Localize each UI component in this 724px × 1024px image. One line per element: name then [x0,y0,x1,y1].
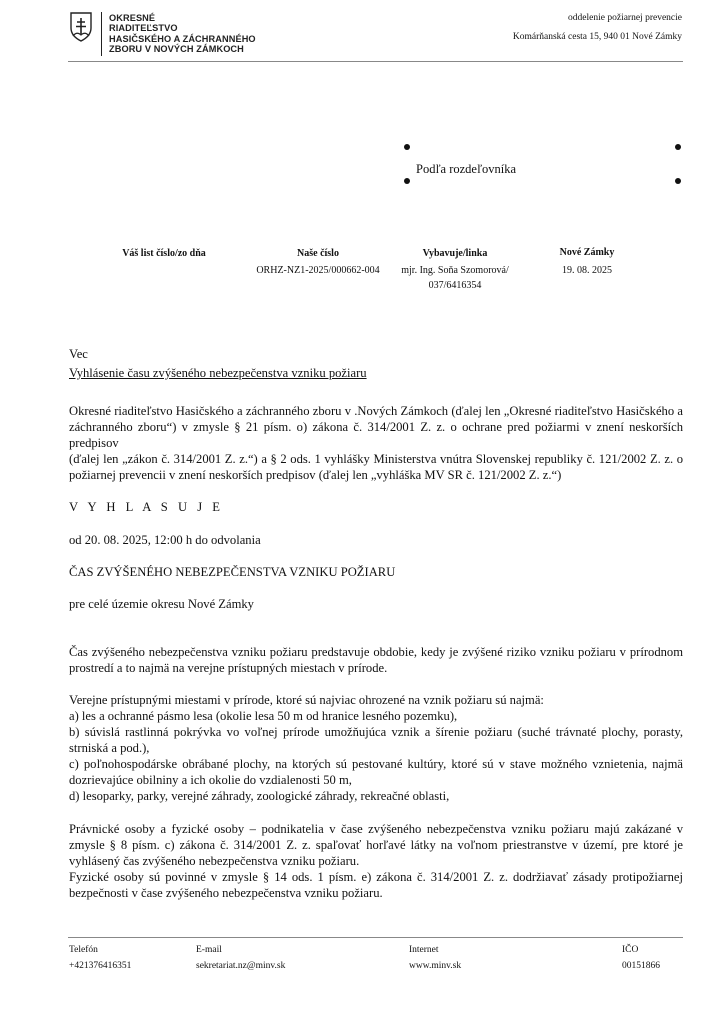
natural-persons-paragraph: Fyzické osoby sú povinné v zmysle § 14 ods. 1 písm. e) zákona č. 314/2001 Z. z. dodržiavať zásady protipožiarnej bezpečnosti v čase zvýšeného nebezpečenstva vzniku požiaru. [69,870,683,900]
internet-label: Internet [409,945,439,955]
handled-by: mjr. Ing. Soňa Szomorová/ 037/6416354 [401,265,509,291]
header-rule [68,61,683,62]
intro-paragraph: Okresné riaditeľstvo Hasičského a záchranného zboru v .Nových Zámkoch (ďalej len „Okresné riaditeľstvo Hasičského a záchranného zboru“) v zmysle § 21 písm. o) zákona č. 314/2001 Z. z. o ochrane pred požiarmi v znení neskorších predpisov [69,404,683,450]
effective-from: od 20. 08. 2025, 12:00 h do odvolania [69,533,261,547]
our-number-label: Naše číslo [297,248,339,259]
header-divider [101,12,102,56]
definition-paragraph: Čas zvýšeného nebezpečenstva vzniku požiaru predstavuje obdobie, kedy je zvýšené riziko vzniku požiaru v prírodnom prostredí a to najmä na verejne prístupných miestach v prírode. [69,645,683,675]
list-item: a) les a ochranné pásmo lesa (okolie lesa 50 m od hranice lesného pozemku), [69,709,458,723]
subject-label: Vec [69,347,88,361]
your-letter-label: Váš list číslo/zo dňa [122,248,206,259]
address: Komárňanská cesta 15, 940 01 Nové Zámky [512,32,682,42]
footer-rule [68,937,683,938]
department: oddelenie požiarnej prevencie [568,13,682,23]
website-link[interactable]: www.minv.sk [409,961,462,971]
phone: +421376416351 [69,961,132,971]
list-item: b) súvislá rastlinná pokrývka vo voľnej prírode umožňujúca vznik a šírenie požiaru (suché trávnaté plochy, porasty, strniská a pod.), [69,725,683,755]
recipient: Podľa rozdeľovníka [416,162,517,176]
declaration: V Y H L A S U J E [69,500,224,514]
handled-by-label: Vybavuje/linka [422,248,488,259]
legal-entities-paragraph: Právnické osoby a fyzické osoby – podnikatelia v čase zvýšeného nebezpečenstva vzniku požiaru majú zakázané v zmysle § 8 písm. c) zákona č. 314/2001 Z. z. spaľovať horľavé látky na voľnom priestranstve v území, pre ktoré je vyhlásený čas zvýšeného nebezpečenstva vzniku požiaru. [69,822,683,868]
places-intro: Verejne prístupnými miestami v prírode, ktoré sú najviac ohrozené na vznik požiaru sú najmä: [69,693,544,707]
territory: pre celé územie okresu Nové Zámky [69,597,254,611]
window-mark [404,144,410,150]
our-number: ORHZ-NZ1-2025/000662-004 [256,265,380,276]
window-mark [675,144,681,150]
window-mark [404,178,410,184]
place-label: Nové Zámky [559,247,615,258]
phone-label: Telefón [69,945,98,955]
email-link[interactable]: sekretariat.nz@minv.sk [196,961,286,971]
letter-date: 19. 08. 2025 [562,265,612,276]
organization-name: OKRESNÉ RIADITEĽSTVO HASIČSKÉHO A ZÁCHRANNÉHO ZBORU V NOVÝCH ZÁMKOCH [109,13,256,55]
intro-paragraph-2: (ďalej len „zákon č. 314/2001 Z. z.“) a § 2 ods. 1 vyhlášky Ministerstva vnútra Slovenskej republiky č. 121/2002 Z. z. o požiarnej prevencii v znení neskorších predpisov (ďalej len „vyhláška MV SR č. 121/2002 Z. z.“) [69,452,683,482]
list-item: d) lesoparky, parky, verejné záhrady, zoologické záhrady, rekreačné oblasti, [69,789,450,803]
coat-of-arms-icon [70,12,92,42]
ico: 00151866 [622,961,660,971]
places-list [69,692,683,804]
email-label: E-mail [196,945,222,955]
subject: Vyhlásenie času zvýšeného nebezpečenstva vzniku požiaru [69,366,367,380]
obligations [69,821,683,901]
declaration-title: ČAS ZVÝŠENÉHO NEBEZPEČENSTVA VZNIKU POŽIARU [69,565,396,579]
window-mark [675,178,681,184]
ico-label: IČO [622,945,639,955]
list-item: c) poľnohospodárske obrábané plochy, na ktorých sú pestované kultúry, ktoré sú v stave možného vznietenia, najmä dozrievajúce obilniny a ich okolie do vzdialenosti 50 m, [69,757,683,787]
